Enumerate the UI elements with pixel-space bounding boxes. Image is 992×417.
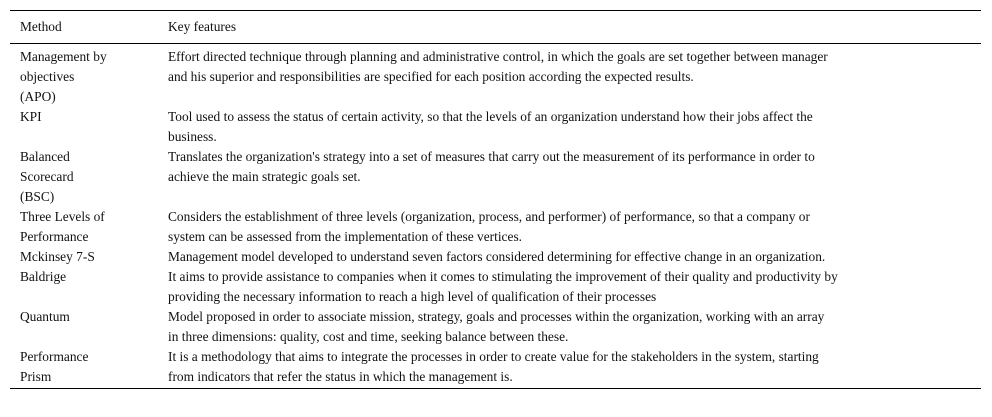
method-line: Performance [20, 229, 89, 244]
method-line: objectives [20, 69, 75, 84]
methods-table-container [10, 10, 981, 389]
header-key-features: Key features [158, 11, 981, 44]
key-features-cell [158, 307, 981, 347]
feature-line: in three dimensions: quality, cost and time, seeking balance between these. [168, 329, 569, 344]
method-cell [10, 247, 158, 267]
method-cell [10, 207, 158, 247]
method-cell [10, 347, 158, 389]
feature-line: providing the necessary information to reach a high level of qualification of their processes [168, 289, 657, 304]
method-line: (APO) [20, 89, 56, 104]
feature-line: from indicators that refer the status in which the management is. [168, 369, 513, 384]
method-line: Quantum [20, 309, 70, 324]
table-row [10, 347, 981, 389]
feature-line: Model proposed in order to associate mission, strategy, goals and processes within the organization, working with an array [168, 309, 825, 324]
method-line: Baldrige [20, 269, 67, 284]
feature-line: and his superior and responsibilities are specified for each position according the expected results. [168, 69, 694, 84]
table-row [10, 307, 981, 347]
table-row [10, 44, 981, 108]
methods-table [10, 10, 981, 389]
feature-line: It aims to provide assistance to companies when it comes to stimulating the improvement of their quality and productivity by [168, 269, 838, 284]
method-line: Prism [20, 369, 52, 384]
method-cell [10, 267, 158, 307]
feature-line: achieve the main strategic goals set. [168, 169, 361, 184]
table-body [10, 44, 981, 389]
method-line: Balanced [20, 149, 70, 164]
method-cell [10, 307, 158, 347]
method-cell [10, 44, 158, 108]
key-features-cell [158, 267, 981, 307]
key-features-cell [158, 247, 981, 267]
feature-line: Tool used to assess the status of certain activity, so that the levels of an organization understand how their jobs affect the [168, 109, 813, 124]
method-line: Management by [20, 49, 107, 64]
method-line: Mckinsey 7-S [20, 249, 95, 264]
key-features-cell [158, 107, 981, 147]
feature-line: Translates the organization's strategy into a set of measures that carry out the measurement of its performance in order to [168, 149, 815, 164]
header-row [10, 11, 981, 44]
feature-line: business. [168, 129, 217, 144]
method-cell [10, 147, 158, 207]
method-line: Scorecard [20, 169, 74, 184]
method-cell [10, 107, 158, 147]
key-features-cell [158, 347, 981, 389]
table-row [10, 247, 981, 267]
feature-line: It is a methodology that aims to integrate the processes in order to create value for the stakeholders in the system, starting [168, 349, 819, 364]
method-line: (BSC) [20, 189, 55, 204]
method-line: Performance [20, 349, 89, 364]
table-row [10, 207, 981, 247]
feature-line: Management model developed to understand seven factors considered determining for effective change in an organization. [168, 249, 826, 264]
table-header [10, 11, 981, 44]
method-line: Three Levels of [20, 209, 105, 224]
key-features-cell [158, 44, 981, 108]
header-method: Method [10, 11, 158, 44]
feature-line: system can be assessed from the implementation of these vertices. [168, 229, 523, 244]
key-features-cell [158, 207, 981, 247]
key-features-cell [158, 147, 981, 207]
table-row [10, 267, 981, 307]
table-row [10, 107, 981, 147]
method-line: KPI [20, 109, 42, 124]
feature-line: Effort directed technique through planning and administrative control, in which the goals are set together between manager [168, 49, 828, 64]
feature-line: Considers the establishment of three levels (organization, process, and performer) of performance, so that a company or [168, 209, 810, 224]
table-row [10, 147, 981, 207]
